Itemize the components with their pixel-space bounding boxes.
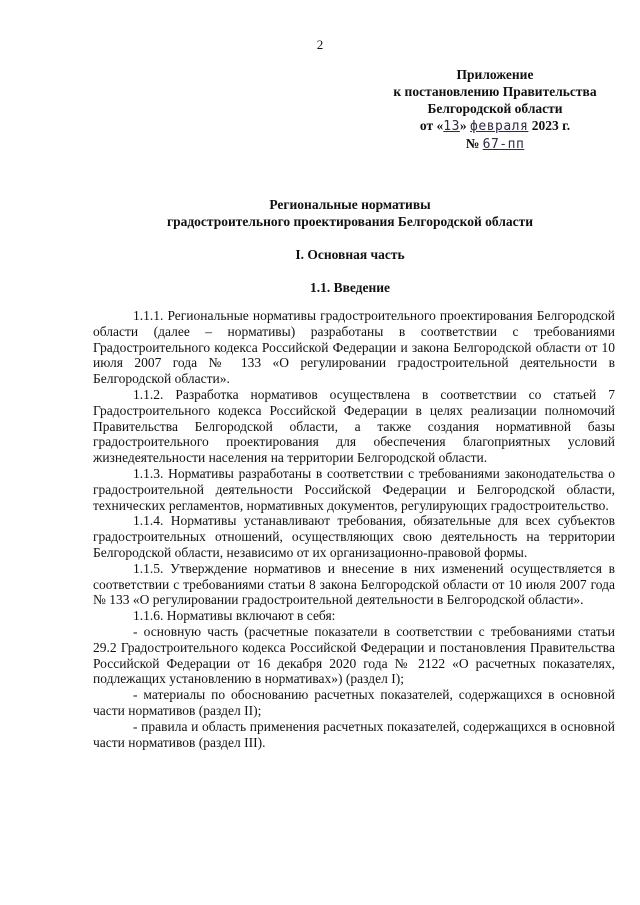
page-number: 2 [316,37,324,52]
date-day: 13 [443,119,460,134]
subsection-heading: 1.1. Введение [309,280,391,295]
date-suffix: 2023 г. [528,118,571,133]
body-text [93,308,615,750]
appendix-line-3: Белгородской области [427,101,563,116]
number-value: 67-пп [482,137,525,152]
list-item-main-part: - основную часть (расчетные показатели в соответствии с требованиями статьи 29.2 Градостроительного кодекса Российской Федерации и постановления Правительства Российской Федерации от 16 декабря 2020 года № 2122 «О расчетных показателях, подлежащих установлению в нормативах») (раздел I); [93,623,615,687]
appendix-number [380,135,610,153]
section-heading: I. Основная часть [295,247,405,262]
title-line-2: градостроительного проектирования Белгородской области [166,214,534,229]
appendix-line-2: к постановлению Правительства [393,84,597,99]
paragraph-1-1-2: 1.1.2. Разработка нормативов осуществлена в соответствии со статьей 7 Градостроительного кодекса Российской Федерации в целях реализации полномочий Правительства Белгородской области, а также создания нормативной базы градостроительного проектирования для обеспечения благоприятных условий жизнедеятельности населения на территории Белгородской области. [93,386,615,466]
paragraph-1-1-5: 1.1.5. Утверждение нормативов и внесение в них изменений осуществляется в соответствии с требованиями статьи 8 закона Белгородской области от 10 июля 2007 года № 133 «О регулировании градостроительной деятельности в Белгородской области». [93,560,615,608]
date-mid: » [459,118,471,133]
date-prefix: от « [419,118,444,133]
paragraph-1-1-3: 1.1.3. Нормативы разработаны в соответствии с требованиями законодательства о градостроительной деятельности Российской Федерации и Белгородской области, технических регламентов, нормативных документов, регулирующих градостроительство. [93,465,615,513]
number-prefix: № [465,136,483,151]
paragraph-1-1-6: 1.1.6. Нормативы включают в себя: [133,608,336,624]
list-item-materials: - материалы по обоснованию расчетных показателей, содержащихся в основной части нормативов (раздел II); [93,687,615,718]
title-line-1: Региональные нормативы [269,197,431,212]
document-title [40,196,640,230]
appendix-line-1: Приложение [456,67,534,82]
paragraph-1-1-4: 1.1.4. Нормативы устанавливают требования, обязательные для всех субъектов градостроительных отношений, осуществляющих свою деятельность на территории Белгородской области, независимо от их организационно-правовой формы. [93,513,615,560]
list-item-rules: - правила и область применения расчетных показателей, содержащихся в основной части нормативов (раздел III). [93,718,615,750]
date-month: февраля [470,119,529,134]
paragraph-1-1-1: 1.1.1. Региональные нормативы градостроительного проектирования Белгородской области (далее – нормативы) разработаны в соответствии с требованиями Градостроительного кодекса Российской Федерации и закона Белгородской области от 10 июля 2007 года № 133 «О регулировании градостроительной деятельности в Белгородской области». [93,308,615,387]
appendix-date [380,117,610,135]
appendix-block [380,66,610,153]
